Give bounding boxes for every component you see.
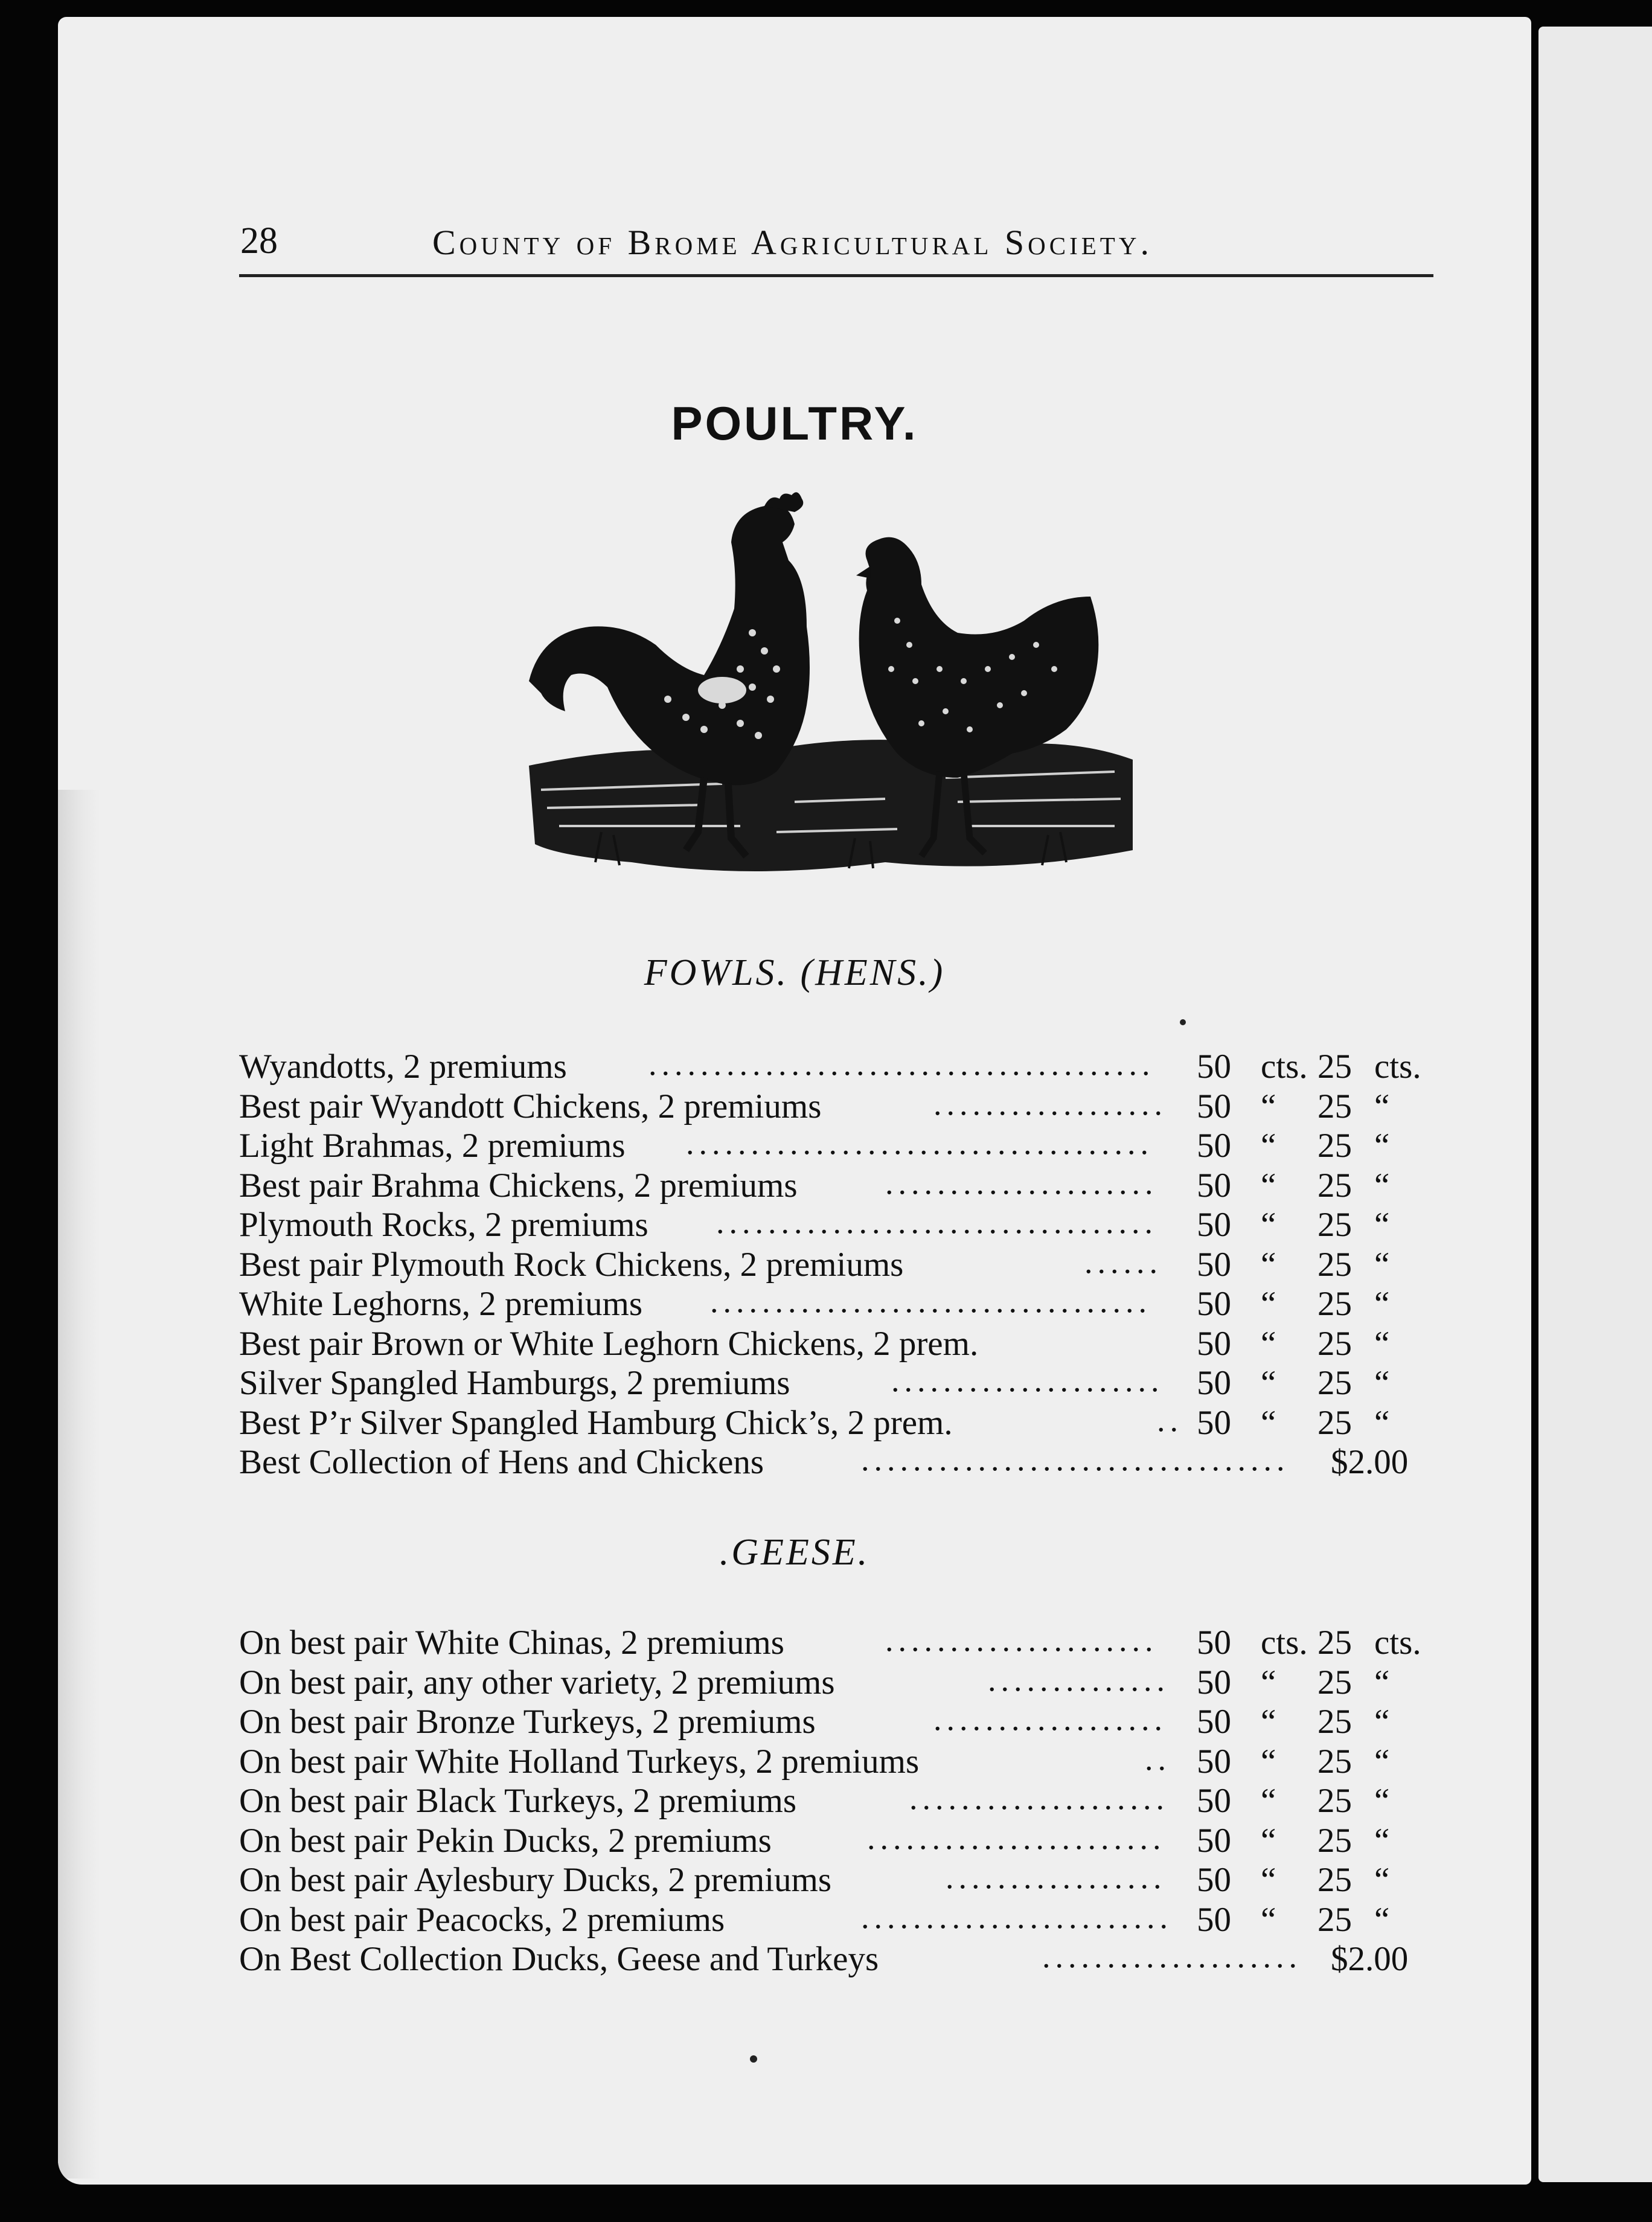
leader-dots: ..................... — [885, 1164, 1158, 1201]
second-unit: cts. — [1374, 1048, 1421, 1086]
first-unit: “ — [1261, 1166, 1276, 1205]
item-label: On best pair Peacocks, 2 premiums — [239, 1900, 725, 1939]
item-label: Best Collection of Hens and Chickens — [239, 1443, 764, 1481]
list-item — [239, 1284, 1429, 1324]
item-label: White Leghorns, 2 premiums — [239, 1285, 643, 1323]
second-unit: “ — [1374, 1364, 1390, 1402]
leader-dots: ....................................... — [648, 1046, 1155, 1082]
leader-dots: ................. — [946, 1859, 1167, 1895]
first-premium: 50 — [1197, 1364, 1231, 1402]
second-unit: “ — [1374, 1861, 1390, 1899]
first-unit: “ — [1261, 1127, 1276, 1165]
item-label: On best pair Aylesbury Ducks, 2 premiums — [239, 1861, 832, 1899]
leader-dots: .. — [1157, 1401, 1183, 1438]
first-unit: “ — [1261, 1821, 1276, 1860]
second-premium: 25 — [1317, 1900, 1352, 1939]
item-label: Plymouth Rocks, 2 premiums — [239, 1206, 648, 1244]
list-item — [239, 1702, 1429, 1742]
second-unit: “ — [1374, 1403, 1390, 1442]
second-premium: 25 — [1317, 1087, 1352, 1125]
second-unit: “ — [1374, 1324, 1390, 1363]
list-item — [239, 1245, 1429, 1285]
item-label: Best pair Plymouth Rock Chickens, 2 premiums — [239, 1245, 904, 1284]
first-premium: 50 — [1197, 1245, 1231, 1284]
second-premium: 25 — [1317, 1663, 1352, 1702]
page-number: 28 — [240, 220, 278, 261]
collection-amount: $2.00 — [1331, 1940, 1409, 1978]
second-unit: “ — [1374, 1900, 1390, 1939]
item-label: Best pair Brahma Chickens, 2 premiums — [239, 1166, 798, 1205]
ink-speck — [1180, 1019, 1186, 1025]
first-unit: cts. — [1261, 1624, 1308, 1662]
first-unit: “ — [1261, 1087, 1276, 1125]
item-label: On best pair White Chinas, 2 premiums — [239, 1624, 784, 1662]
second-unit: “ — [1374, 1285, 1390, 1323]
leader-dots: ..................... — [891, 1362, 1164, 1398]
item-label: On best pair White Holland Turkeys, 2 premiums — [239, 1742, 920, 1781]
first-unit: “ — [1261, 1703, 1276, 1741]
item-label: Silver Spangled Hamburgs, 2 premiums — [239, 1364, 790, 1402]
first-premium: 50 — [1197, 1324, 1231, 1363]
item-label: Wyandotts, 2 premiums — [239, 1048, 567, 1086]
first-premium: 50 — [1197, 1861, 1231, 1899]
leader-dots: ..................... — [885, 1622, 1158, 1658]
item-label: Light Brahmas, 2 premiums — [239, 1127, 626, 1165]
second-unit: “ — [1374, 1127, 1390, 1165]
leader-dots: .................. — [933, 1701, 1167, 1737]
list-item — [239, 1205, 1429, 1245]
second-premium: 25 — [1317, 1742, 1352, 1781]
first-unit: “ — [1261, 1861, 1276, 1899]
second-unit: “ — [1374, 1782, 1390, 1820]
page-wear-edge — [58, 790, 100, 2179]
item-label: On best pair Black Turkeys, 2 premiums — [239, 1782, 797, 1820]
second-premium: 25 — [1317, 1206, 1352, 1244]
item-label: On best pair Pekin Ducks, 2 premiums — [239, 1821, 772, 1860]
collection-row — [239, 1939, 1429, 1979]
item-label: On best pair, any other variety, 2 premiums — [239, 1663, 835, 1702]
ink-speck — [750, 2055, 757, 2063]
fowls-heading: FOWLS. (HENS.) — [644, 952, 946, 993]
list-item — [239, 1126, 1429, 1166]
second-premium: 25 — [1317, 1821, 1352, 1860]
leader-dots: .................... — [1042, 1938, 1302, 1974]
first-premium: 50 — [1197, 1166, 1231, 1205]
leader-dots: .................................. — [716, 1204, 1157, 1240]
first-premium: 50 — [1197, 1782, 1231, 1820]
first-premium: 50 — [1197, 1285, 1231, 1323]
fowls-list — [239, 1047, 1429, 1482]
second-unit: “ — [1374, 1742, 1390, 1781]
first-unit: “ — [1261, 1324, 1276, 1363]
leader-dots: ........................ — [861, 1898, 1173, 1935]
collection-amount: $2.00 — [1331, 1443, 1409, 1481]
second-unit: “ — [1374, 1703, 1390, 1741]
first-unit: “ — [1261, 1663, 1276, 1702]
leader-dots: ....................... — [867, 1819, 1166, 1856]
second-premium: 25 — [1317, 1127, 1352, 1165]
list-item — [239, 1623, 1429, 1663]
list-item — [239, 1047, 1429, 1087]
item-label: On best pair Bronze Turkeys, 2 premiums — [239, 1703, 816, 1741]
first-unit: “ — [1261, 1245, 1276, 1284]
first-unit: “ — [1261, 1206, 1276, 1244]
first-unit: “ — [1261, 1285, 1276, 1323]
first-premium: 50 — [1197, 1900, 1231, 1939]
first-unit: “ — [1261, 1742, 1276, 1781]
first-premium: 50 — [1197, 1403, 1231, 1442]
first-premium: 50 — [1197, 1048, 1231, 1086]
first-premium: 50 — [1197, 1087, 1231, 1125]
ground-icon — [529, 740, 1133, 871]
second-premium: 25 — [1317, 1324, 1352, 1363]
list-item — [239, 1860, 1429, 1900]
second-premium: 25 — [1317, 1245, 1352, 1284]
second-unit: “ — [1374, 1245, 1390, 1284]
list-item — [239, 1821, 1429, 1861]
first-premium: 50 — [1197, 1206, 1231, 1244]
first-unit: “ — [1261, 1782, 1276, 1820]
second-premium: 25 — [1317, 1048, 1352, 1086]
second-premium: 25 — [1317, 1364, 1352, 1402]
section-title: POULTRY. — [671, 397, 918, 450]
item-label: Best P’r Silver Spangled Hamburg Chick’s, 2 prem. — [239, 1403, 953, 1442]
item-label: Best pair Wyandott Chickens, 2 premiums — [239, 1087, 822, 1125]
leader-dots: .................... — [909, 1780, 1169, 1816]
second-unit: “ — [1374, 1166, 1390, 1205]
first-unit: “ — [1261, 1900, 1276, 1939]
list-item — [239, 1324, 1429, 1364]
book-page — [58, 17, 1531, 2185]
leader-dots: ................................. — [861, 1441, 1290, 1478]
list-item — [239, 1363, 1429, 1403]
second-unit: “ — [1374, 1206, 1390, 1244]
first-premium: 50 — [1197, 1127, 1231, 1165]
first-premium: 50 — [1197, 1703, 1231, 1741]
second-premium: 25 — [1317, 1624, 1352, 1662]
geese-list — [239, 1623, 1429, 1979]
second-premium: 25 — [1317, 1166, 1352, 1205]
leader-dots: .................. — [933, 1085, 1167, 1122]
second-premium: 25 — [1317, 1403, 1352, 1442]
list-item — [239, 1900, 1429, 1940]
first-unit: “ — [1261, 1364, 1276, 1402]
list-item — [239, 1403, 1429, 1443]
collection-row — [239, 1442, 1429, 1482]
first-premium: 50 — [1197, 1742, 1231, 1781]
list-item — [239, 1742, 1429, 1782]
poultry-illustration — [523, 488, 1139, 886]
first-premium: 50 — [1197, 1821, 1231, 1860]
second-unit: “ — [1374, 1663, 1390, 1702]
list-item — [239, 1087, 1429, 1127]
list-item — [239, 1166, 1429, 1206]
second-premium: 25 — [1317, 1782, 1352, 1820]
leader-dots: ...... — [1084, 1243, 1162, 1280]
second-unit: “ — [1374, 1821, 1390, 1860]
second-unit: “ — [1374, 1087, 1390, 1125]
second-premium: 25 — [1317, 1285, 1352, 1323]
item-label: Best pair Brown or White Leghorn Chickens, 2 prem. — [239, 1324, 979, 1363]
running-title: County of Brome Agricultural Society. — [432, 223, 1153, 262]
list-item — [239, 1781, 1429, 1821]
facing-page-edge — [1538, 27, 1652, 2182]
second-premium: 25 — [1317, 1861, 1352, 1899]
first-unit: “ — [1261, 1403, 1276, 1442]
first-unit: cts. — [1261, 1048, 1308, 1086]
list-item — [239, 1663, 1429, 1703]
leader-dots: .............. — [988, 1661, 1170, 1698]
geese-heading: .GEESE. — [719, 1532, 870, 1573]
second-unit: cts. — [1374, 1624, 1421, 1662]
second-premium: 25 — [1317, 1703, 1352, 1741]
leader-dots: .................................... — [686, 1125, 1153, 1161]
first-premium: 50 — [1197, 1663, 1231, 1702]
page-header — [239, 214, 1433, 277]
first-premium: 50 — [1197, 1624, 1231, 1662]
leader-dots: .................................. — [710, 1283, 1151, 1319]
item-label: On Best Collection Ducks, Geese and Turkeys — [239, 1940, 879, 1978]
leader-dots: .. — [1145, 1740, 1171, 1777]
